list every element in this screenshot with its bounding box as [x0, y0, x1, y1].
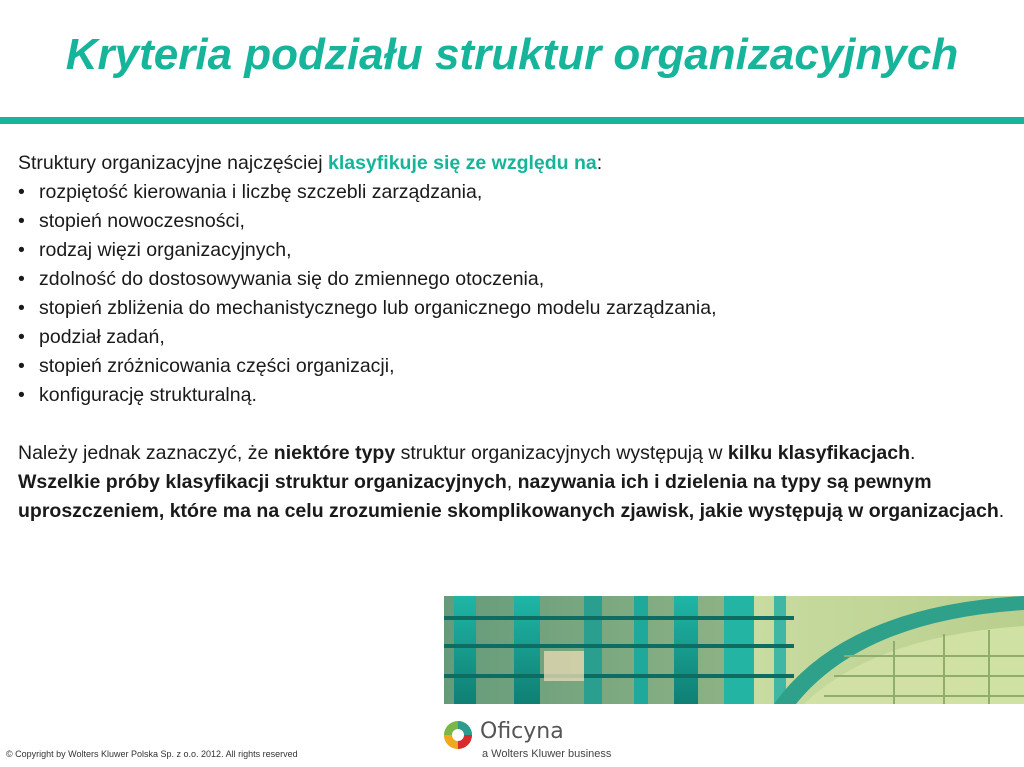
conclusion-period: . [998, 500, 1005, 522]
note-text-1: Należy jednak zaznaczyć, że [18, 442, 274, 464]
list-item: • stopień zbliżenia do mechanistycznego lub organicznego modelu zarządzania, [18, 294, 1008, 323]
list-item: • stopień nowoczesności, [18, 207, 1008, 236]
publisher-logo [443, 718, 643, 764]
conclusion-comma: , [506, 471, 518, 493]
slide-title: Kryteria podziału struktur organizacyjnych [65, 30, 959, 79]
conclusion-bold-1: Wszelkie próby klasyfikacji struktur organizacyjnych [18, 471, 507, 493]
intro-highlight: klasyfikuje się ze względu na [327, 152, 597, 174]
list-item: • rodzaj więzi organizacyjnych, [18, 236, 1008, 265]
conclusion-paragraph [18, 468, 1008, 526]
list-item: • podział zadań, [18, 323, 1008, 352]
logo-subtitle: a Wolters Kluwer business [482, 748, 612, 760]
note-bold-2: kilku klasyfikacjach [727, 442, 911, 464]
criteria-list [18, 178, 1008, 410]
intro-colon: : [596, 152, 603, 174]
title-divider [0, 117, 1024, 124]
logo-wordmark: Oficyna [480, 719, 564, 744]
note-text-2: struktur organizacyjnych występują w [395, 442, 728, 464]
note-bold-1: niektóre typy [273, 442, 396, 464]
slide-body [18, 149, 1008, 526]
intro-text: Struktury organizacyjne najczęściej [18, 152, 328, 174]
copyright-notice: © Copyright by Wolters Kluwer Polska Sp. z o.o. 2012. All rights reserved [6, 749, 298, 759]
note-paragraph [18, 439, 1008, 468]
conclusion-bold-2: nazywania ich i dzielenia na typy są pewnym uproszczeniem, które ma na celu zrozumienie skomplikowanych zjawisk, jakie występują w organizacjach [18, 471, 999, 522]
spacer [18, 410, 1008, 439]
list-item: • zdolność do dostosowywania się do zmiennego otoczenia, [18, 265, 1008, 294]
list-item: • rozpiętość kierowania i liczbę szczebli zarządzania, [18, 178, 1008, 207]
logo-mark-icon [443, 720, 473, 750]
note-period: . [910, 442, 916, 464]
intro-line [18, 149, 1008, 178]
list-item: • stopień zróżnicowania części organizacji, [18, 352, 1008, 381]
list-item: • konfigurację strukturalną. [18, 381, 1008, 410]
building-photo [444, 596, 1024, 704]
